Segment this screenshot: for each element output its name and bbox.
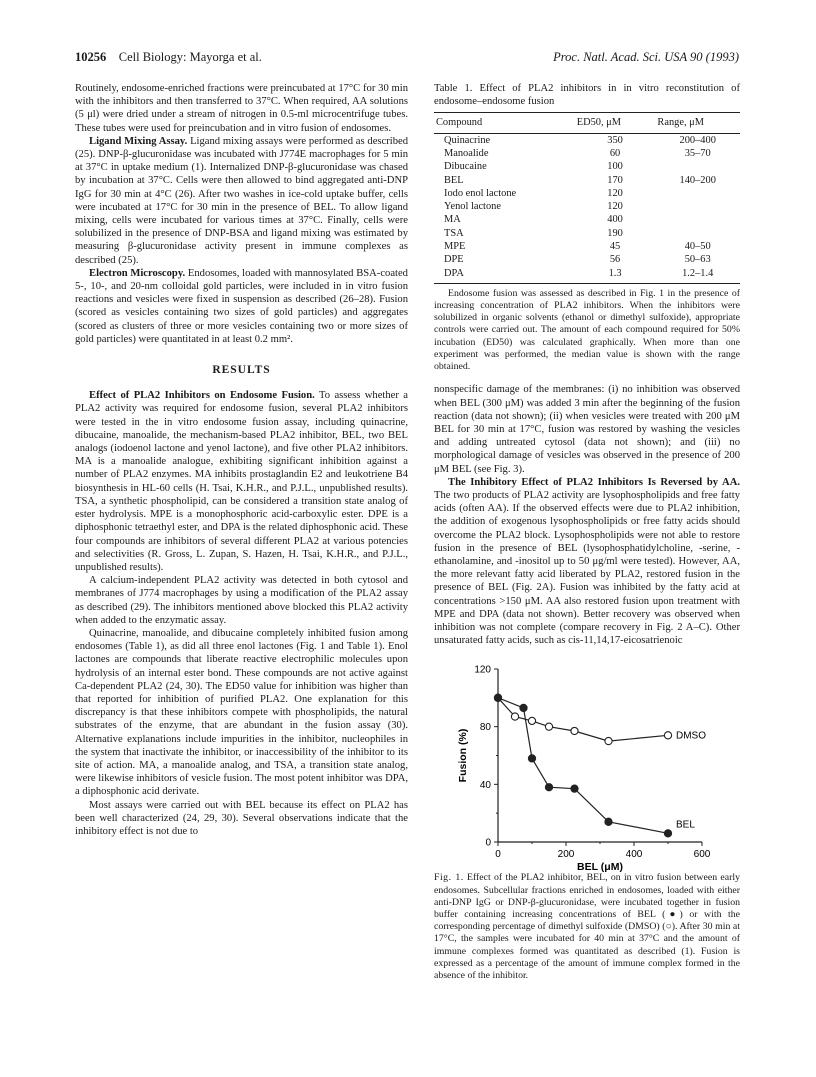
table-cell: 400 bbox=[607, 214, 623, 226]
data-point-dmso bbox=[511, 713, 518, 720]
run-in-heading: Effect of PLA2 Inhibitors on Endosome Fusion. bbox=[89, 390, 315, 402]
table-row bbox=[434, 227, 740, 240]
table-cell: Dibucaine bbox=[444, 161, 487, 173]
table-cell: MPE bbox=[444, 240, 466, 252]
table-cell: 35–70 bbox=[684, 147, 711, 159]
y-axis-label: Fusion (%) bbox=[457, 729, 469, 783]
running-head-section: Cell Biology: Mayorga et al. bbox=[118, 50, 262, 64]
page-number: 10256 bbox=[75, 50, 107, 64]
table-row bbox=[434, 253, 740, 266]
table-cell: 350 bbox=[607, 134, 623, 146]
right-column bbox=[434, 82, 740, 982]
data-point-bel bbox=[494, 695, 501, 702]
table-footnote: Endosome fusion was assessed as described in Fig. 1 in the presence of increasing concentration of PLA2 inhibitors. When the inhibitors were solubilized in organic solvents (ethanol or dimethyl sulfoxide), appropriate controls were carried out. The amount of each compound required for 50% incubation (ED50) was calculated graphically. When more than one experiment was performed, the median value is shown with the range obtained. bbox=[434, 287, 740, 373]
y-tick-label: 80 bbox=[479, 722, 491, 734]
table-row bbox=[434, 174, 740, 187]
table-row bbox=[434, 160, 740, 173]
y-tick-label: 40 bbox=[479, 780, 491, 792]
paragraph: The Inhibitory Effect of PLA2 Inhibitors Is Reversed by AA. The two products of PLA2 activity are lysophospholipids and free fatty acids (often AA). If the observed effects were due to PLA2 inhibition, the addition of exogenous lysophospholipids or free fatty acids should overcome the PLA2 block. Lysophospholipids were not able to restore fusion in the presence of BEL (lysophosphatidylcholine, -serine, -ethanolamine, and -inositol up to 50 μg/ml were tested). However, AA, the more relevant fatty acid liberated by PLA2, restored fusion in the presence of BEL (Fig. 2A). Fusion was inhibited by the fatty acid at concentrations >150 μM. AA also restored fusion upon treatment with MPE and DPA (data not shown). Better recovery was observed when inhibition was not complete (compare recovery in Fig. 2 A–C). Other unsaturated fatty acids, such as cis-11,14,17-eicosatrienoic bbox=[434, 476, 740, 647]
table-cell: MA bbox=[444, 214, 461, 226]
table-cell: 120 bbox=[607, 187, 623, 199]
figure-label: Fig. 1. bbox=[434, 872, 464, 884]
table-header: ED50, μM bbox=[575, 113, 656, 133]
data-point-bel bbox=[664, 830, 671, 837]
data-point-bel bbox=[528, 755, 535, 762]
table-cell: 1.3 bbox=[575, 267, 656, 284]
data-point-bel bbox=[545, 784, 552, 791]
data-point-bel bbox=[571, 785, 578, 792]
run-in-heading: Electron Microscopy. bbox=[89, 267, 186, 279]
table-caption: Table 1. Effect of PLA2 inhibitors in in vitro reconstitution of endosome–endosome fusion bbox=[434, 83, 740, 108]
left-column bbox=[75, 82, 408, 838]
x-tick-label: 400 bbox=[625, 849, 643, 861]
table-cell: BEL bbox=[444, 174, 464, 186]
paragraph: Electron Microscopy. Endosomes, loaded with mannosylated BSA-coated 5-, 10-, and 20-nm colloidal gold particles, were included in in vitro fusion reactions and vesicles were fixed in suspension as described (26–28). Fusion (scored as vesicles containing two sizes of gold particles) and aggregates (scored as clusters of three or more vesicles containing two or more sizes of gold particles) were quantitated in at least 0.2 mm². bbox=[75, 267, 408, 345]
section-title: RESULTS bbox=[212, 364, 271, 377]
table-cell: 120 bbox=[607, 201, 623, 213]
series-line-bel bbox=[498, 698, 668, 834]
page-header bbox=[75, 50, 739, 68]
table-row bbox=[434, 147, 740, 160]
data-point-dmso bbox=[528, 718, 535, 725]
series-label: BEL bbox=[676, 819, 695, 831]
data-point-bel bbox=[605, 819, 612, 826]
table-cell: 100 bbox=[607, 161, 623, 173]
table-row bbox=[434, 187, 740, 200]
table-cell: Yenol lactone bbox=[444, 201, 501, 213]
figure-1-chart bbox=[434, 657, 740, 872]
table-cell: 140–200 bbox=[679, 174, 716, 186]
paragraph: Quinacrine, manoalide, and dibucaine completely inhibited fusion among endosomes (Table 1), as did all three enol lactones (Fig. 1 and Table 1). Enol lactones are compounds that liberate reactive electrophilic molecules upon hydrolysis of an internal ester bond. These compounds are not active against Ca-dependent PLA2 (24, 30). The ED50 value for inhibition was higher than that reported for inhibition of purified PLA2. One explanation for this discrepancy is that these inhibitors compete with phospholipids, the natural substrates of the enzyme, that are abundant in the fusion assay (30). Alternative explanations include impurities in the inhibitor, nucleophiles in the system that inactivate the inhibitor, or inaccessibility of the inhibitor to its site of action. MA, a manoalide analog, and TSA, a transition state analog, were likewise inhibitors of vesicle fusion. The most potent inhibitor was DPA, a diphosphonic acid derivate. bbox=[75, 627, 408, 798]
table-cell bbox=[655, 200, 740, 213]
data-point-bel bbox=[520, 705, 527, 712]
table-cell bbox=[655, 213, 740, 226]
x-tick-label: 200 bbox=[557, 849, 575, 861]
table-row bbox=[434, 133, 740, 147]
table-cell: DPE bbox=[444, 254, 464, 266]
table-body bbox=[434, 133, 740, 283]
table-cell: 170 bbox=[607, 174, 623, 186]
run-in-heading: The Inhibitory Effect of PLA2 Inhibitors Is Reversed by AA. bbox=[448, 476, 740, 488]
paragraph: A calcium-independent PLA2 activity was detected in both cytosol and membranes of J774 macrophages by using a modification of the PLA2 assay as described (29). The inhibitors mentioned above blocked this PLA2 activity when added to the enzymatic assay. bbox=[75, 575, 408, 626]
paragraph: nonspecific damage of the membranes: (i) no inhibition was observed when BEL (300 μM) was added 3 min after the beginning of the fusion reaction (data not shown); (ii) when vesicles were treated with 200 μM BEL for 30 min at 17°C, fusion was restored by washing the vesicles and adding untreated cytosol (data not shown); and (iii) no morphological damage of vesicles was observed in the presence of 200 μM BEL (see Fig. 3). bbox=[434, 384, 740, 475]
table-cell: 60 bbox=[609, 147, 621, 159]
table-row bbox=[434, 200, 740, 213]
run-in-heading: Ligand Mixing Assay. bbox=[89, 135, 188, 147]
data-point-dmso bbox=[605, 738, 612, 745]
table-cell: 200–400 bbox=[679, 134, 716, 146]
table-cell: 56 bbox=[609, 254, 621, 266]
table-cell: 50–63 bbox=[684, 254, 711, 266]
table-cell: 1.2–1.4 bbox=[655, 267, 740, 284]
table-row bbox=[434, 240, 740, 253]
table-cell: Iodo enol lactone bbox=[444, 187, 517, 199]
series-label: DMSO bbox=[676, 730, 706, 742]
paragraph: Effect of PLA2 Inhibitors on Endosome Fusion. To assess whether a PLA2 activity was required for endosome fusion, several PLA2 inhibitors were tested in the in vitro endosome fusion assay, including quinacrine, dibucaine, manoalide, the mechanism-based PLA2 inhibitor, BEL, two BEL analogs (iodoenol lactone and yenol lactone), and five other PLA2 inhibitors. MA is a manoalide analogue, exhibiting significant inhibition against a number of PLA2 enzymes. MA inhibits prostaglandin E2 and leukotriene B4 biosynthesis in HL-60 cells (H. Tsai, K.H.R., and P.J.L., unpublished results). TSA, a synthetic phospholipid, can be considered a transition state analog of ester hydrolysis. MPE is a monophosphoric acid-carboxylic ester. DPE is a diphosphonic tetraethyl ester, and DPA is the related diphosphonic acid. These four compounds are inhibitors of several different PLA2 at various potencies and selectivities (R. Gross, L. Zupan, S. Hazen, H. Tsai, K.H.R., and P.J.L., unpublished results). bbox=[75, 390, 408, 573]
paragraph: Most assays were carried out with BEL because its effect on PLA2 has been well characterized (24, 29, 30). Several observations indicate that the inhibitory effect is not due to bbox=[75, 799, 408, 837]
y-tick-label: 0 bbox=[485, 837, 491, 849]
data-table bbox=[434, 112, 740, 283]
table-cell: 190 bbox=[607, 227, 623, 239]
table-header-row bbox=[434, 113, 740, 133]
data-point-dmso bbox=[571, 728, 578, 735]
paragraph: Routinely, endosome-enriched fractions were preincubated at 17°C for 30 min with the inhibitors and then transferred to 37°C. When required, AA solutions (5 μl) were dried under a stream of nitrogen in 0.5-ml microcentrifuge tubes. These tubes were used for preincubation and in vitro fusion of endosomes. bbox=[75, 83, 408, 134]
table-row bbox=[434, 267, 740, 284]
running-head-journal: Proc. Natl. Acad. Sci. USA 90 (1993) bbox=[553, 50, 739, 64]
table-row bbox=[434, 213, 740, 226]
table-cell bbox=[655, 227, 740, 240]
table-cell bbox=[655, 160, 740, 173]
x-tick-label: 600 bbox=[693, 849, 711, 861]
figure-caption: Fig. 1. Effect of the PLA2 inhibitor, BEL, on in vitro fusion between early endosomes. Subcellular fractions enriched in endosomes, loaded with either anti-DNP IgG or DNP-β-glucuronidase, were incubated together in fusion buffer containing increasing concentrations of BEL (●) or with the corresponding percentage of dimethyl sulfoxide (DMSO) (○). After 30 min at 17°C, the samples were incubated for 40 min at 37°C and the amount of immune complexes formed was quantitated as described (1). Fusion is expressed as a percentage of the amount of immune complex formed in the absence of the inhibitor. bbox=[434, 872, 740, 981]
table-header: Compound bbox=[434, 113, 575, 133]
data-point-dmso bbox=[545, 723, 552, 730]
table-cell: 40–50 bbox=[684, 240, 711, 252]
table-cell: 45 bbox=[609, 240, 621, 252]
data-point-dmso bbox=[664, 732, 671, 739]
table-cell: Quinacrine bbox=[444, 134, 491, 146]
x-axis-label: BEL (μM) bbox=[577, 861, 623, 873]
table-header: Range, μM bbox=[655, 113, 740, 133]
table-cell bbox=[655, 187, 740, 200]
y-tick-label: 120 bbox=[474, 664, 491, 676]
table-cell: DPA bbox=[434, 267, 575, 284]
paragraph: Ligand Mixing Assay. Ligand mixing assays were performed as described (25). DNP-β-glucuronidase was incubated with J774E macrophages for 5 min at 37°C in uptake medium (1). Internalized DNP-β-glucuronidase was chased by incubation at 37°C. Cells were then allowed to bind aggregated anti-DNP IgG for 30 min at 4°C (26). After two washes in ice-cold uptake buffer, cells were incubated at 17°C for 30 min in the presence of BEL. To allow ligand mixing, cells were incubated for various times at 37°C. Finally, cells were solubilized in the presence of DNP-BSA and ligand mixing was estimated by measuring β-glucuronidase activity present in immune complexes as described (25). bbox=[75, 135, 408, 266]
table-cell: TSA bbox=[444, 227, 464, 239]
x-tick-label: 0 bbox=[495, 849, 501, 861]
table-cell: Manoalide bbox=[444, 147, 489, 159]
